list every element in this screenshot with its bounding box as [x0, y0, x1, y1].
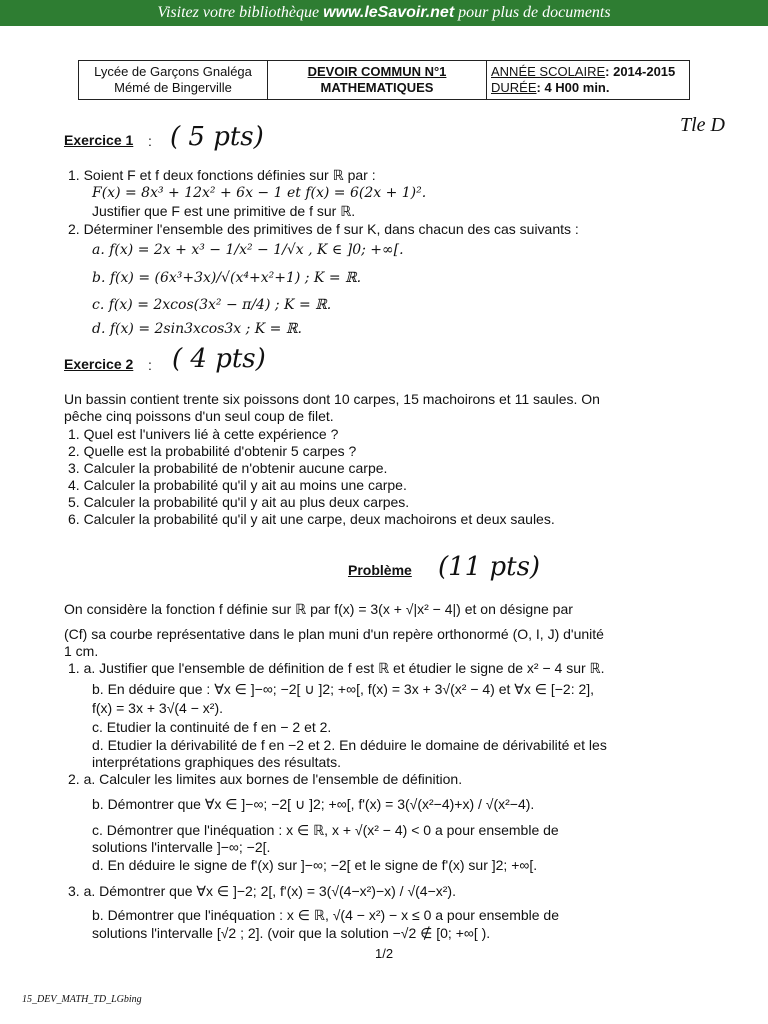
banner-pre: Visitez votre bibliothèque	[157, 4, 324, 21]
prob-line-2c: c. Démontrer que l'inéquation : x ∈ ℝ, x + √(x² − 4) < 0 a pour ensemble de	[92, 822, 559, 838]
ex1-line-d: d. f(x) = 2sin3xcos3x ; K = ℝ.	[92, 321, 302, 337]
duration-label: DURÉE	[491, 80, 537, 95]
ex1-line-c: c. f(x) = 2xcos(3x² − π/4) ; K = ℝ.	[92, 297, 332, 313]
prob-line-1c: c. Etudier la continuité de f en − 2 et 2.	[92, 719, 332, 735]
prob-line-2a: 2. a. Calculer les limites aux bornes de l'ensemble de définition.	[68, 771, 463, 787]
school-line-2: Mémé de Bingerville	[114, 80, 232, 95]
ex1-line-3: Justifier que F est une primitive de f sur ℝ.	[92, 203, 356, 219]
exam-line-1: DEVOIR COMMUN N°1	[307, 64, 447, 79]
ex1-line-4: 2. Déterminer l'ensemble des primitives de f sur K, dans chacun des cas suivants :	[68, 221, 579, 237]
prob-line-1b: b. En déduire que : ∀x ∈ ]−∞; −2[ ∪ ]2; +∞[, f(x) = 3x + 3√(x² − 4) et ∀x ∈ [−2: 2],	[92, 681, 595, 697]
prob-line-1b-cont: f(x) = 3x + 3√(4 − x²).	[92, 700, 223, 716]
duration-value: : 4 H00 min.	[536, 80, 610, 95]
ex1-line-1: 1. Soient F et f deux fonctions définies sur ℝ par :	[68, 167, 376, 183]
exercise-1-points: ( 5 pts)	[170, 122, 264, 152]
exercise-2-points: ( 4 pts)	[172, 344, 266, 374]
prob-line-1d-cont: interprétations graphiques des résultats.	[92, 754, 342, 770]
exam-header-table	[78, 60, 690, 100]
prob-line-3a: 3. a. Démontrer que ∀x ∈ ]−2; 2[, f'(x) = 3(√(4−x²)−x) / √(4−x²).	[68, 883, 456, 899]
ex1-line-2: F(x) = 8x³ + 12x² + 6x − 1 et f(x) = 6(2x + 1)².	[92, 185, 427, 201]
ex1-line-b: b. f(x) = (6x³+3x)/√(x⁴+x²+1) ; K = ℝ.	[92, 270, 362, 286]
year-duration-cell	[487, 61, 690, 100]
exercise-1-colon: :	[148, 133, 152, 149]
prob-line-1: On considère la fonction f définie sur ℝ par f(x) = 3(x + √|x² − 4|) et on désigne par	[64, 601, 573, 617]
ex1-line-a: a. f(x) = 2x + x³ − 1/x² − 1/√x , K ∈ ]0; +∞[.	[92, 242, 404, 258]
school-line-1: Lycée de Garçons Gnaléga	[94, 64, 252, 79]
prob-line-2b: b. Démontrer que ∀x ∈ ]−∞; −2[ ∪ ]2; +∞[, f'(x) = 3(√(x²−4)+x) / √(x²−4).	[92, 796, 535, 812]
prob-line-1d: d. Etudier la dérivabilité de f en −2 et 2. En déduire le domaine de dérivabilité et les	[92, 737, 607, 753]
exercise-1-title-text: Exercice 1	[64, 132, 134, 148]
class-label: Tle D	[680, 114, 725, 136]
top-banner	[0, 0, 768, 26]
prob-line-3: 1 cm.	[64, 643, 99, 659]
ex2-item-3: 3. Calculer la probabilité de n'obtenir aucune carpe.	[68, 460, 388, 476]
banner-site-link[interactable]: www.leSavoir.net	[323, 4, 455, 21]
exam-cell	[268, 61, 487, 100]
problem-points: (11 pts)	[438, 552, 541, 582]
exercise-2-title	[64, 356, 133, 372]
ex2-intro-2: pêche cinq poissons d'un seul coup de filet.	[64, 408, 334, 424]
school-cell	[79, 61, 268, 100]
ex2-item-1: 1. Quel est l'univers lié à cette expérience ?	[68, 426, 339, 442]
prob-line-1a: 1. a. Justifier que l'ensemble de définition de f est ℝ et étudier le signe de x² − 4 sur ℝ.	[68, 660, 605, 676]
exercise-1-title	[64, 132, 133, 148]
ex2-item-2: 2. Quelle est la probabilité d'obtenir 5 carpes ?	[68, 443, 357, 459]
prob-line-2: (Cf) sa courbe représentative dans le plan muni d'un repère orthonormé (O, I, J) d'unité	[64, 626, 604, 642]
prob-line-2c-cont: solutions l'intervalle ]−∞; −2[.	[92, 839, 271, 855]
prob-line-3b-cont: solutions l'intervalle [√2 ; 2]. (voir que la solution −√2 ∉ [0; +∞[ ).	[92, 925, 491, 941]
ex2-item-6: 6. Calculer la probabilité qu'il y ait une carpe, deux machoirons et deux saules.	[68, 511, 555, 527]
year-label: ANNÉE SCOLAIRE	[491, 64, 606, 79]
ex2-item-4: 4. Calculer la probabilité qu'il y ait au moins une carpe.	[68, 477, 407, 493]
exercise-2-colon: :	[148, 357, 152, 373]
ex2-item-5: 5. Calculer la probabilité qu'il y ait au plus deux carpes.	[68, 494, 410, 510]
prob-line-2d: d. En déduire le signe de f'(x) sur ]−∞; −2[ et le signe de f'(x) sur ]2; +∞[.	[92, 857, 538, 873]
prob-line-3b: b. Démontrer que l'inéquation : x ∈ ℝ, √(4 − x²) − x ≤ 0 a pour ensemble de	[92, 907, 559, 923]
page-number: 1/2	[375, 946, 394, 961]
banner-post: pour plus de documents	[454, 4, 611, 21]
year-value: : 2014-2015	[605, 64, 676, 79]
exam-line-2: MATHEMATIQUES	[320, 80, 434, 95]
ex2-intro-1: Un bassin contient trente six poissons dont 10 carpes, 15 machoirons et 11 saules. On	[64, 391, 600, 407]
exercise-2-title-text: Exercice 2	[64, 356, 134, 372]
file-footer: 15_DEV_MATH_TD_LGbing	[22, 994, 142, 1005]
problem-title: Problème	[348, 562, 412, 578]
